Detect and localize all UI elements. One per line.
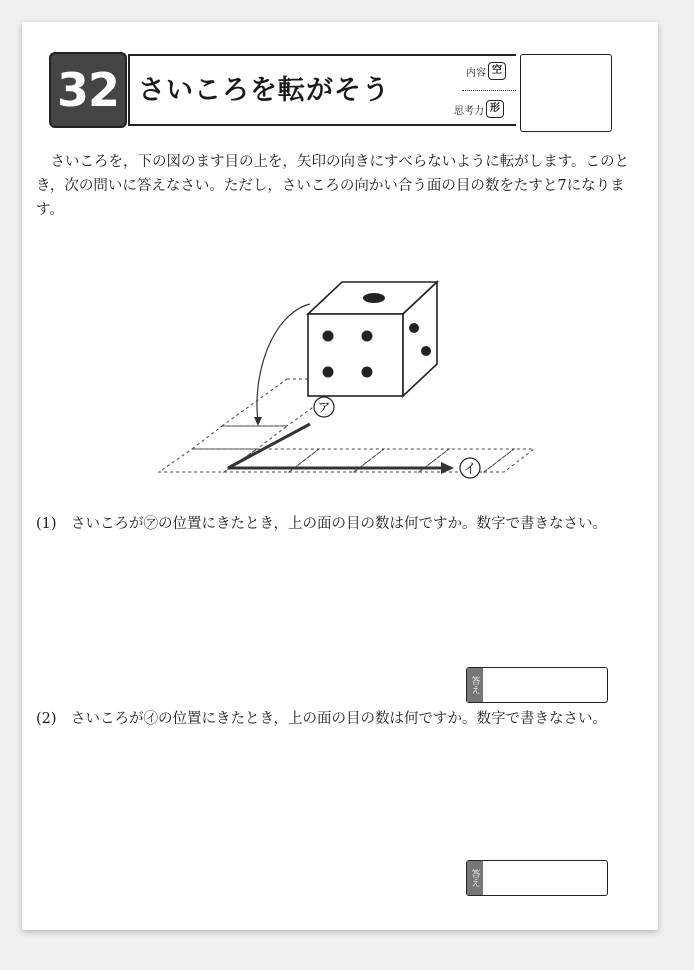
answer-label-2: 答え: [467, 861, 483, 895]
page-title: さいころを転がそう: [138, 75, 390, 106]
title-border-bottom: [128, 124, 516, 126]
roll-curve-arrowhead: [254, 417, 262, 426]
problem-number: 32: [49, 52, 127, 128]
content-label: 内容: [466, 67, 486, 79]
title-border-top: [128, 54, 516, 56]
question-1: (1) さいころが㋐の位置にきたとき，上の面の目の数は何ですか。数字で書きなさい。: [36, 516, 607, 532]
dice-top-pip: [363, 293, 385, 303]
meta-divider: [462, 90, 516, 91]
answer-box-1[interactable]: [466, 667, 608, 703]
dice-front-face: [308, 314, 403, 396]
content-tag: 空: [488, 62, 506, 80]
question-2: (2) さいころが㋑の位置にきたとき，上の面の目の数は何ですか。数字で書きなさい。: [36, 711, 607, 727]
score-box[interactable]: [520, 54, 612, 132]
thinking-tag: 形: [486, 100, 504, 118]
content-meta: [466, 62, 506, 80]
roll-curve-arrow: [257, 304, 310, 422]
label-i: イ: [463, 462, 477, 477]
answer-box-2[interactable]: [466, 860, 608, 896]
worksheet-page: [22, 22, 658, 930]
path-arrowhead: [441, 462, 454, 474]
dice-figure: [132, 254, 552, 504]
title-border-left: [128, 54, 130, 124]
answer-label-1: 答え: [467, 668, 483, 702]
intro-text: さいころを，下の図のます目の上を，矢印の向きにすべらないように転がします。このとき，次の問いに答えなさい。ただし，さいころの向かい合う面の目の数をたすと7になります。: [36, 154, 630, 218]
thinking-label: 思考力: [454, 105, 484, 117]
label-a: ア: [317, 401, 331, 416]
thinking-meta: [454, 100, 504, 118]
